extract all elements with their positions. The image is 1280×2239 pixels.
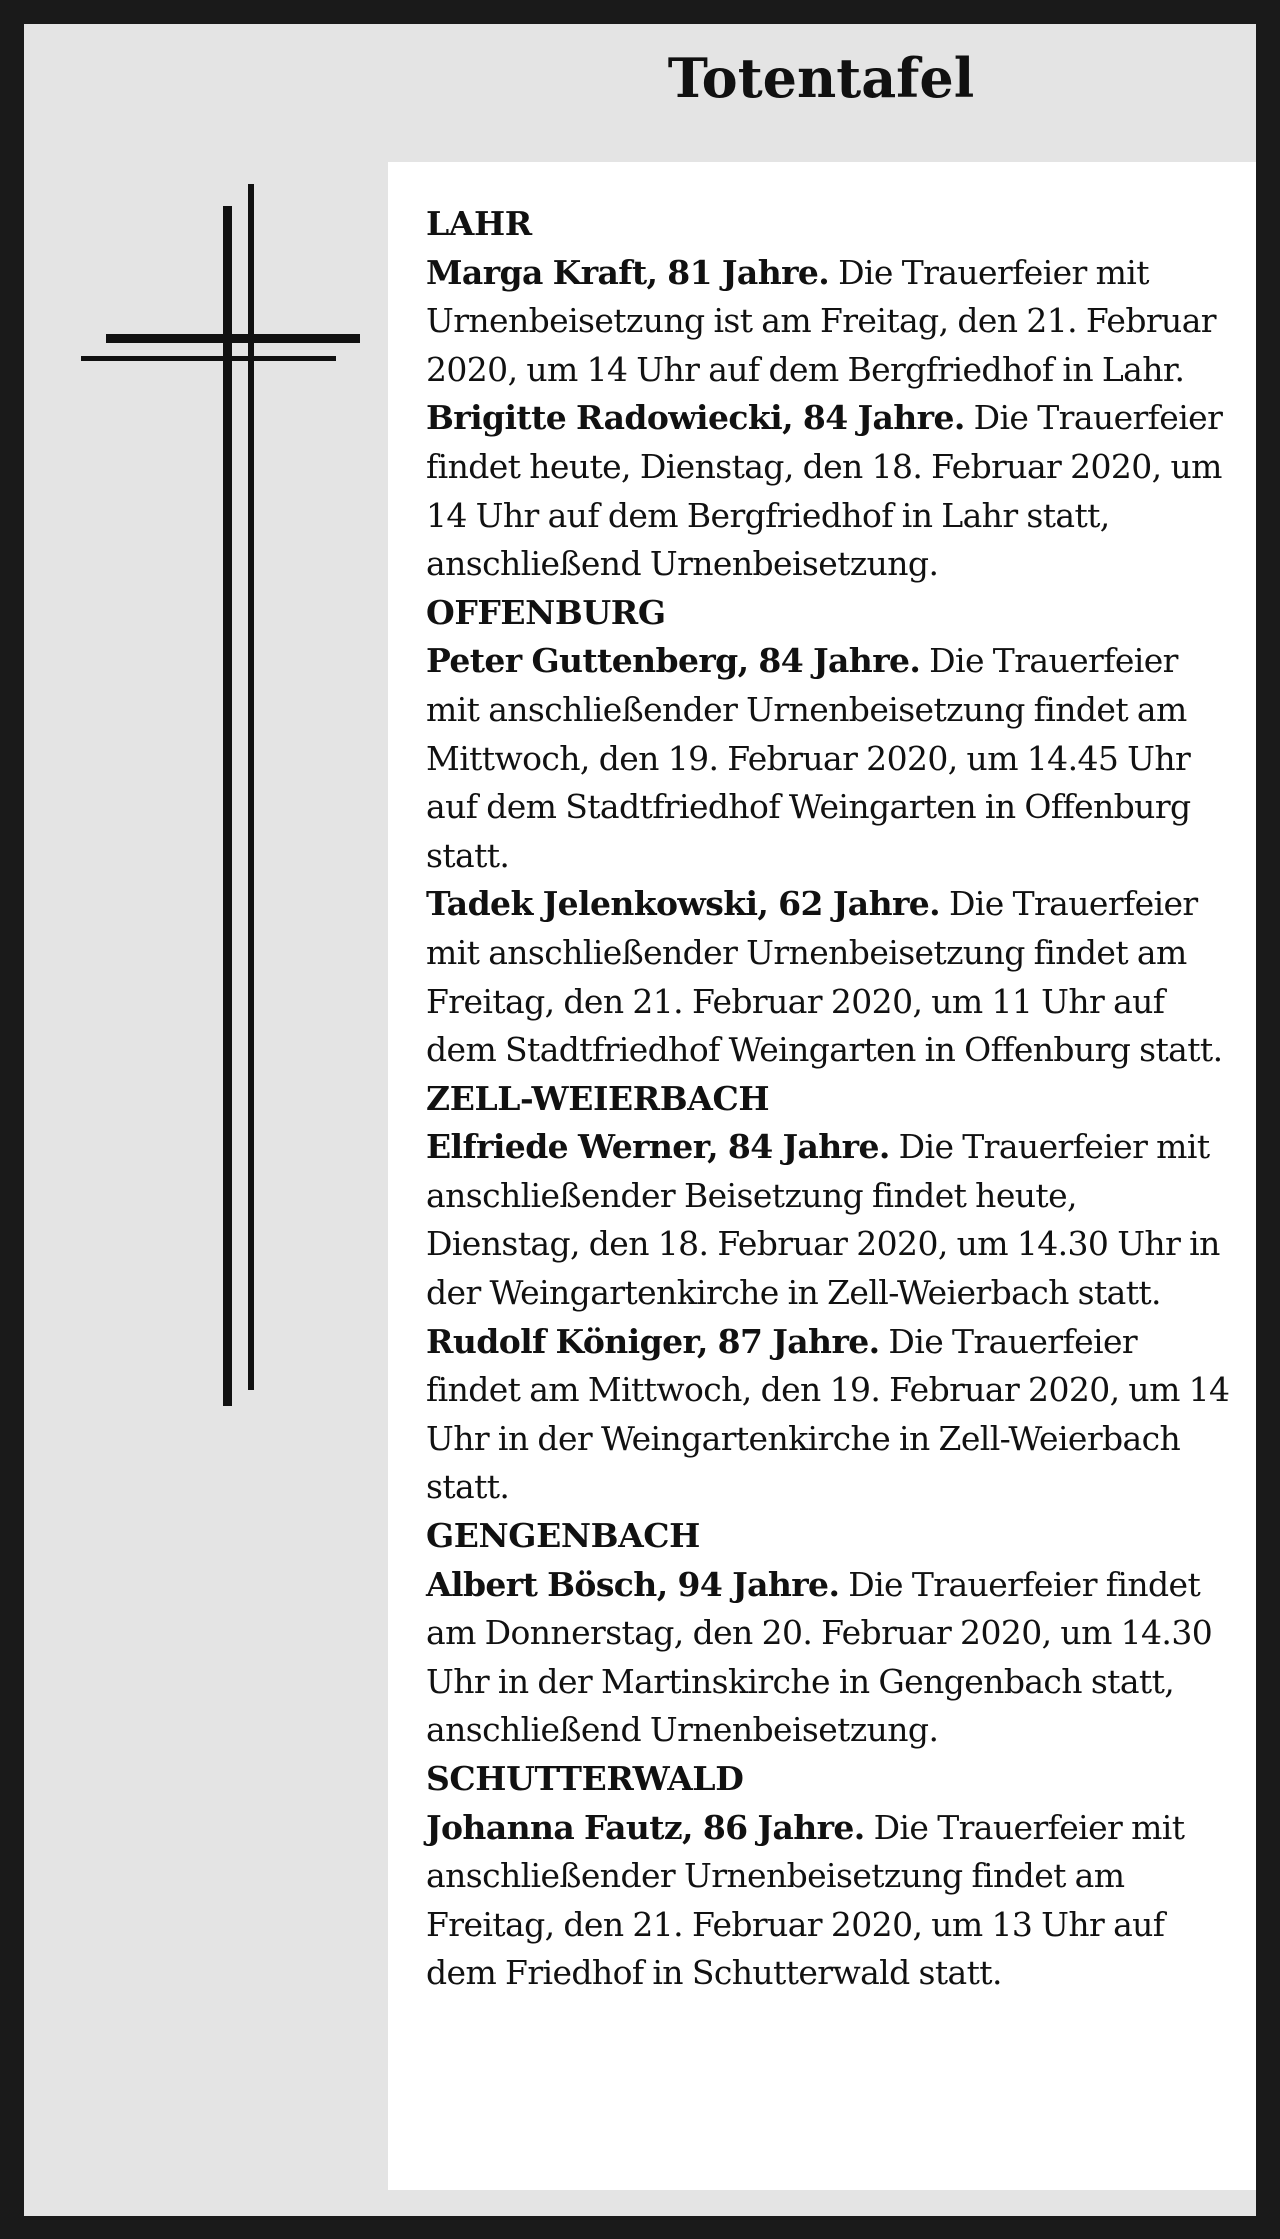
place-heading: ZELL-WEIERBACH [426,1078,770,1118]
obituary-panel [24,24,1256,2216]
entry-name: Tadek Jelenkowski, 62 Jahre. [426,884,941,924]
entry-text: Die Trauerfeier mit Urnenbeisetzung ist am Freitag, den 21. Februar 2020, um 14 Uhr auf dem Bergfriedhof in Lahr. [426,252,1216,389]
obituary-entry [426,880,1236,1074]
entry-name: Peter Guttenberg, 84 Jahre. [426,641,921,681]
cross-vertical-bar-thin [248,184,254,1390]
obituary-entry [426,249,1236,395]
place-heading: SCHUTTERWALD [426,1759,744,1798]
entry-name: Rudolf Königer, 87 Jahre. [426,1321,880,1361]
cross-horizontal-bar-thin [81,356,336,361]
entry-text: Die Trauerfeier mit anschließender Beisetzung findet heute, Dienstag, den 18. Februar 2020, um 14.30 Uhr in der Weingartenkirche in Zell-Weierbach statt. [426,1127,1220,1313]
place-heading: GENGENBACH [426,1516,700,1556]
entry-text: Die Trauerfeier findet am Mittwoch, den 19. Februar 2020, um 14 Uhr in der Weingartenkirche in Zell-Weierbach statt. [426,1321,1230,1507]
entry-text: Die Trauerfeier findet heute, Dienstag, den 18. Februar 2020, um 14 Uhr auf dem Bergfriedhof in Lahr statt, anschließend Urnenbeisetzung. [426,398,1223,584]
entry-text: Die Trauerfeier findet am Donnerstag, den 20. Februar 2020, um 14.30 Uhr in der Martinskirche in Gengenbach statt, anschließend Urnenbeisetzung. [426,1564,1213,1750]
entry-name: Marga Kraft, 81 Jahre. [426,252,830,292]
cross-icon [54,160,364,1400]
cross-horizontal-bar [106,334,360,343]
obituary-entry [426,1804,1236,1998]
entry-text: Die Trauerfeier mit anschließender Urnenbeisetzung findet am Freitag, den 21. Februar 2020, um 11 Uhr auf dem Stadtfriedhof Weingarten in Offenburg statt. [426,884,1223,1070]
entry-name: Johanna Fautz, 86 Jahre. [426,1807,865,1847]
title-bar [24,24,1256,162]
page-title: Totentafel [667,46,975,110]
entry-name: Albert Bösch, 94 Jahre. [426,1564,840,1604]
place-heading: OFFENBURG [426,592,666,632]
obituary-entry [426,637,1236,880]
obituary-list [388,162,1256,2190]
obituary-entry [426,1561,1236,1755]
obituary-entry [426,1318,1236,1512]
obituary-entry [426,394,1236,588]
cross-vertical-bar [223,206,232,1406]
entry-text: Die Trauerfeier mit anschließender Urnenbeisetzung findet am Freitag, den 21. Februar 2020, um 13 Uhr auf dem Friedhof in Schutterwald statt. [426,1807,1185,1993]
obituary-entry [426,1123,1236,1317]
entry-name: Elfriede Werner, 84 Jahre. [426,1127,890,1167]
place-heading: LAHR [426,204,532,243]
entry-text: Die Trauerfeier mit anschließender Urnenbeisetzung findet am Mittwoch, den 19. Februar 2020, um 14.45 Uhr auf dem Stadtfriedhof Weingarten in Offenburg statt. [426,641,1191,875]
entry-name: Brigitte Radowiecki, 84 Jahre. [426,398,965,438]
